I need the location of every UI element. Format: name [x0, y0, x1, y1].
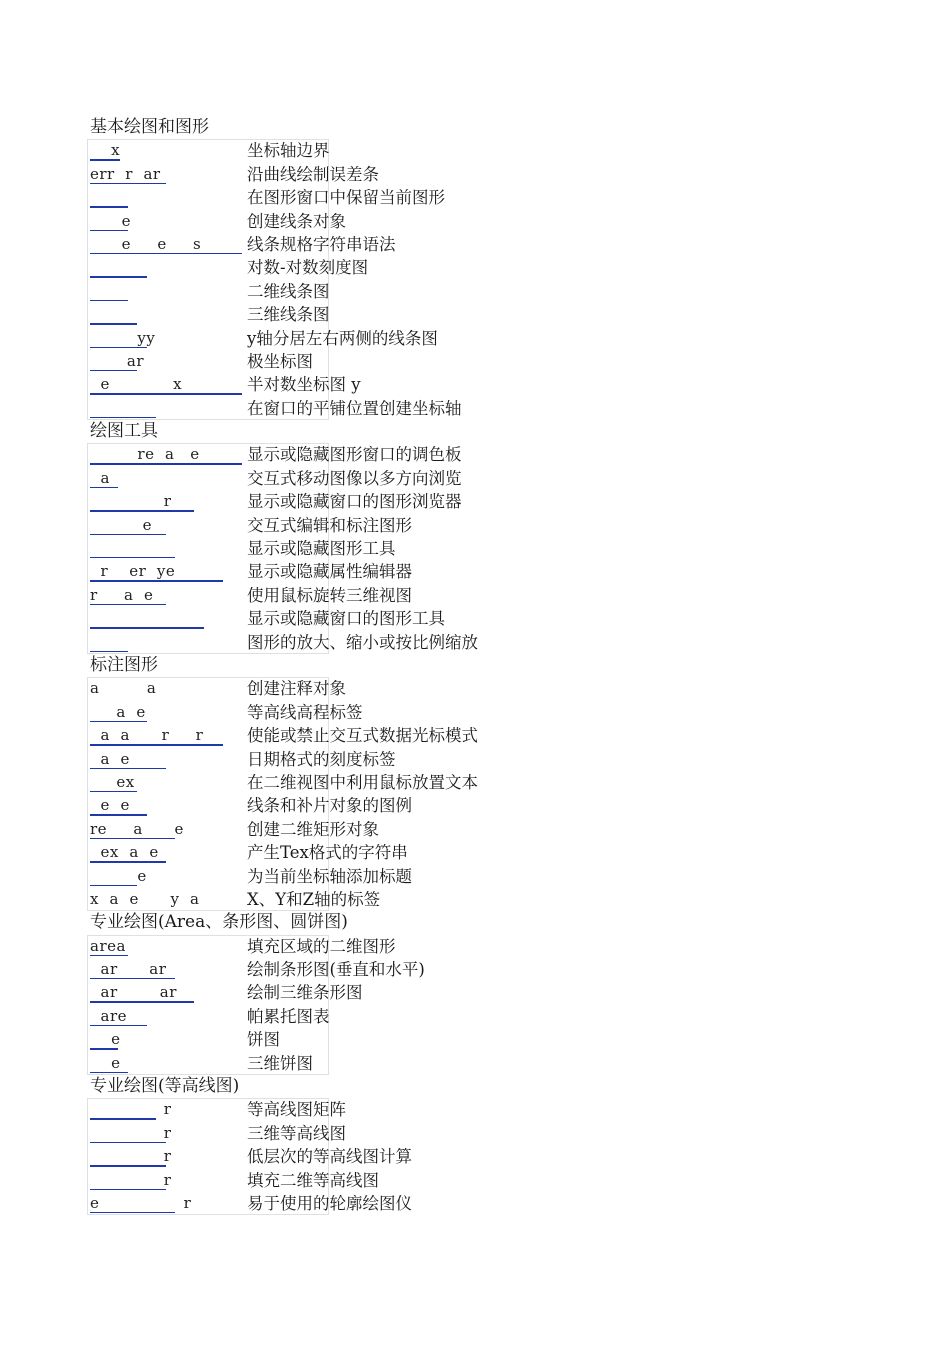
table-row	[90, 794, 530, 817]
function-link[interactable]	[90, 233, 201, 256]
function-link[interactable]	[90, 584, 153, 607]
function-link[interactable]	[90, 1145, 171, 1168]
function-link[interactable]	[90, 701, 146, 724]
section-title: 标注图形	[90, 654, 158, 675]
function-name: x	[90, 141, 121, 160]
function-description: 低层次的等高线图计算	[247, 1147, 412, 1167]
function-name: ex a e	[90, 843, 159, 862]
table-row	[90, 560, 530, 583]
function-description: 绘制三维条形图	[247, 983, 363, 1003]
table-row	[90, 1192, 530, 1215]
table-row	[90, 701, 530, 724]
function-link[interactable]	[90, 771, 135, 794]
table-row	[90, 771, 530, 794]
link-underline	[90, 1048, 118, 1049]
function-link[interactable]	[90, 724, 203, 747]
function-description: 填充二维等高线图	[247, 1170, 379, 1190]
link-underline	[90, 1118, 156, 1119]
table-row	[90, 631, 530, 654]
function-link[interactable]	[90, 560, 175, 583]
table-row	[90, 1145, 530, 1168]
function-name: r	[90, 492, 172, 511]
table-row	[90, 256, 530, 279]
table-row	[90, 233, 530, 256]
table-row	[90, 303, 530, 326]
function-description: 日期格式的刻度标签	[247, 749, 396, 769]
link-underline	[90, 1001, 194, 1002]
function-link[interactable]	[90, 1005, 127, 1028]
function-description: 坐标轴边界	[247, 141, 330, 161]
function-description: 易于使用的轮廓绘图仪	[247, 1193, 412, 1213]
function-link[interactable]	[90, 1122, 171, 1145]
table-row	[90, 1005, 530, 1028]
function-description: 极坐标图	[247, 351, 313, 371]
function-link[interactable]	[90, 373, 182, 396]
link-underline	[90, 978, 175, 979]
table-row	[90, 280, 530, 303]
function-description: 二维线条图	[247, 281, 330, 301]
table-row	[90, 677, 530, 700]
function-description: 填充区域的二维图形	[247, 936, 396, 956]
function-description: 显示或隐藏窗口的图形浏览器	[247, 492, 462, 512]
table-row	[90, 350, 530, 373]
function-name: re a e	[90, 445, 200, 464]
function-description: 等高线高程标签	[247, 702, 363, 722]
link-underline	[90, 814, 147, 815]
function-description: 对数-对数刻度图	[247, 258, 369, 278]
function-name: area	[90, 936, 126, 955]
function-link[interactable]	[90, 443, 200, 466]
function-name: e	[90, 1053, 121, 1072]
function-link[interactable]	[90, 935, 126, 958]
function-name: ex	[90, 772, 135, 791]
table-row	[90, 841, 530, 864]
function-name: a e	[90, 749, 130, 768]
function-description: 饼图	[247, 1030, 280, 1050]
function-link[interactable]	[90, 748, 130, 771]
table-row	[90, 981, 530, 1004]
table-row	[90, 724, 530, 747]
link-underline	[90, 159, 120, 160]
link-underline	[90, 276, 147, 277]
function-description: 沿曲线绘制误差条	[247, 164, 379, 184]
function-link[interactable]	[90, 677, 156, 700]
function-description: 显示或隐藏图形窗口的调色板	[247, 445, 462, 465]
table-row	[90, 888, 530, 911]
table-row	[90, 865, 530, 888]
table-row	[90, 373, 530, 396]
link-underline	[90, 417, 156, 418]
function-link[interactable]	[90, 514, 152, 537]
table-row	[90, 537, 530, 560]
link-underline	[90, 744, 223, 745]
link-underline	[90, 370, 137, 371]
function-name: a a r r	[90, 726, 204, 745]
function-description: 创建二维矩形对象	[247, 819, 379, 839]
function-link[interactable]	[90, 327, 155, 350]
link-underline	[90, 791, 137, 792]
table-row	[90, 748, 530, 771]
function-name: err r ar	[90, 164, 161, 183]
function-link[interactable]	[90, 139, 120, 162]
function-link[interactable]	[90, 467, 110, 490]
function-name: e	[90, 1030, 121, 1049]
link-underline	[90, 463, 242, 464]
function-name: yy	[90, 328, 156, 347]
function-link[interactable]	[90, 1098, 171, 1121]
function-link[interactable]	[90, 794, 130, 817]
function-description: 三维线条图	[247, 305, 330, 325]
function-link[interactable]	[90, 888, 199, 911]
table-row	[90, 514, 530, 537]
function-description: 交互式编辑和标注图形	[247, 515, 412, 535]
function-name: r a e	[90, 585, 154, 604]
link-underline	[90, 651, 128, 652]
table-row	[90, 584, 530, 607]
function-link[interactable]	[90, 865, 147, 888]
section	[90, 420, 530, 654]
link-underline	[90, 1212, 175, 1213]
function-table	[90, 1098, 530, 1215]
function-description: 在二维视图中利用鼠标放置文本	[247, 772, 478, 792]
function-name: ar ar	[90, 960, 167, 979]
function-name: r	[90, 1147, 172, 1166]
function-description: 三维等高线图	[247, 1123, 346, 1143]
function-name: are	[90, 1006, 128, 1025]
function-link[interactable]	[90, 163, 161, 186]
link-underline	[90, 1165, 166, 1166]
function-name: e	[90, 211, 131, 230]
function-description: 绘制条形图(垂直和水平)	[247, 960, 425, 980]
function-description: 三维饼图	[247, 1053, 313, 1073]
function-description: 线条规格字符串语法	[247, 234, 396, 254]
table-row	[90, 818, 530, 841]
function-description: 创建线条对象	[247, 211, 346, 231]
function-link[interactable]	[90, 958, 166, 981]
link-underline	[90, 323, 137, 324]
link-underline	[90, 1142, 166, 1143]
function-link[interactable]	[90, 210, 131, 233]
function-name: r	[90, 1100, 172, 1119]
link-underline	[90, 557, 175, 558]
function-name: e r	[90, 1193, 192, 1212]
function-description: y轴分居左右两侧的线条图	[247, 328, 438, 348]
document-body	[90, 116, 530, 1215]
link-underline	[90, 627, 204, 628]
function-description: X、Y和Z轴的标签	[247, 889, 381, 909]
function-description: 在窗口的平铺位置创建坐标轴	[247, 398, 462, 418]
function-name: e	[90, 866, 147, 885]
function-link[interactable]	[90, 981, 177, 1004]
function-name: x a e y a	[90, 889, 200, 908]
function-description: 线条和补片对象的图例	[247, 796, 412, 816]
function-description: 创建注释对象	[247, 679, 346, 699]
function-description: 在图形窗口中保留当前图形	[247, 188, 445, 208]
function-name: a	[90, 468, 110, 487]
function-link[interactable]	[90, 818, 184, 841]
function-name: a e	[90, 702, 146, 721]
function-description: 半对数坐标图 y	[247, 375, 361, 395]
link-underline	[90, 393, 242, 394]
table-row	[90, 443, 530, 466]
function-description: 等高线图矩阵	[247, 1100, 346, 1120]
function-description: 帕累托图表	[247, 1006, 330, 1026]
table-row	[90, 958, 530, 981]
table-row	[90, 935, 530, 958]
function-name: re a e	[90, 819, 184, 838]
table-row	[90, 607, 530, 630]
section-title: 基本绘图和图形	[90, 117, 209, 137]
function-link[interactable]	[90, 1169, 171, 1192]
function-table	[90, 139, 530, 420]
function-link[interactable]	[90, 841, 159, 864]
table-row	[90, 467, 530, 490]
function-description: 为当前坐标轴添加标题	[247, 866, 412, 886]
section-title: 绘图工具	[90, 421, 158, 442]
function-description: 交互式移动图像以多方向浏览	[247, 468, 462, 488]
function-description: 产生Tex格式的字符串	[247, 843, 408, 863]
link-underline	[90, 487, 118, 488]
table-row	[90, 490, 530, 513]
function-name: e x	[90, 375, 183, 394]
link-underline	[90, 861, 166, 862]
link-underline	[90, 604, 166, 605]
function-link[interactable]	[90, 1052, 120, 1075]
table-row	[90, 1169, 530, 1192]
table-row	[90, 163, 530, 186]
function-name: ar ar	[90, 983, 177, 1002]
link-underline	[90, 580, 223, 581]
function-table	[90, 443, 530, 654]
function-name: r er ye	[90, 562, 176, 581]
function-link[interactable]	[90, 1192, 191, 1215]
link-underline	[90, 253, 242, 254]
section-title: 专业绘图(等高线图)	[90, 1076, 240, 1097]
function-table	[90, 935, 530, 1075]
function-name: r	[90, 1170, 172, 1189]
section	[90, 116, 530, 420]
function-name: e e	[90, 796, 130, 815]
table-row	[90, 139, 530, 162]
function-table	[90, 677, 530, 911]
function-link[interactable]	[90, 1028, 120, 1051]
section	[90, 1075, 530, 1215]
table-row	[90, 1028, 530, 1051]
function-name: e	[90, 515, 153, 534]
table-row	[90, 186, 530, 209]
table-row	[90, 397, 530, 420]
table-row	[90, 210, 530, 233]
link-underline	[90, 206, 128, 207]
function-description: 图形的放大、缩小或按比例缩放	[247, 632, 478, 652]
link-underline	[90, 510, 194, 511]
link-underline	[90, 300, 128, 301]
function-description: 显示或隐藏图形工具	[247, 539, 396, 559]
function-description: 显示或隐藏属性编辑器	[247, 562, 412, 582]
link-underline	[90, 1025, 147, 1026]
table-row	[90, 1098, 530, 1121]
function-description: 使用鼠标旋转三维视图	[247, 585, 412, 605]
table-row	[90, 1052, 530, 1075]
section	[90, 654, 530, 911]
function-link[interactable]	[90, 490, 171, 513]
section	[90, 911, 530, 1075]
function-description: 显示或隐藏窗口的图形工具	[247, 609, 445, 629]
function-name: a a	[90, 679, 157, 698]
function-name: e e s	[90, 234, 202, 253]
table-row	[90, 327, 530, 350]
function-name: ar	[90, 351, 144, 370]
function-description: 使能或禁止交互式数据光标模式	[247, 726, 478, 746]
table-row	[90, 1122, 530, 1145]
function-name: r	[90, 1123, 172, 1142]
section-title: 专业绘图(Area、条形图、圆饼图)	[90, 912, 348, 933]
function-link[interactable]	[90, 350, 144, 373]
